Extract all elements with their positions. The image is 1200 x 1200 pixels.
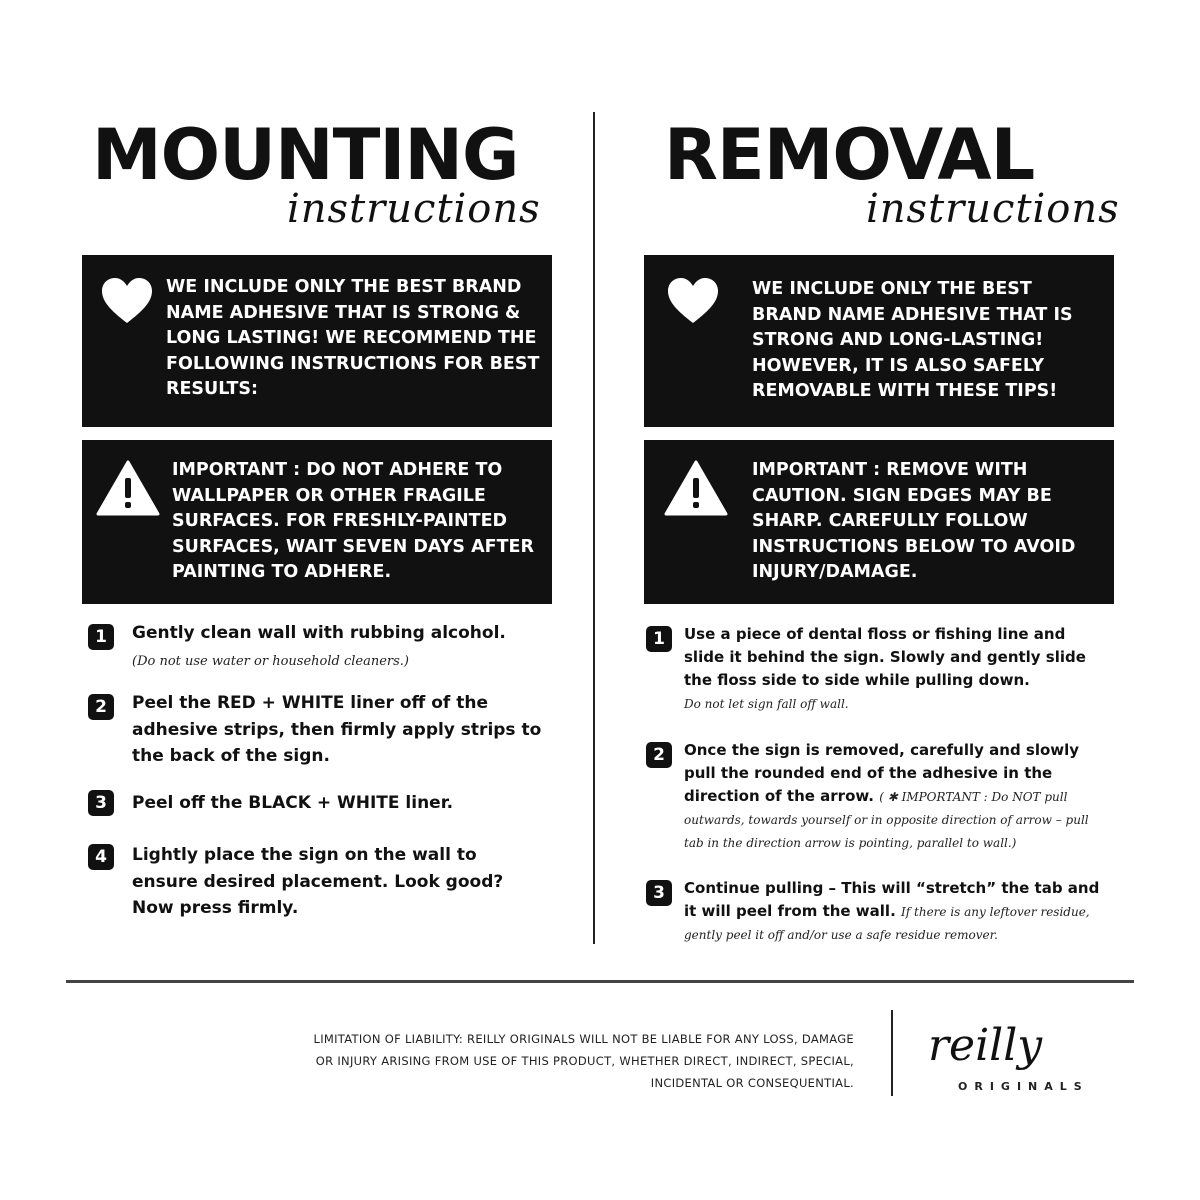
mounting-intro-text: WE INCLUDE ONLY THE BEST BRAND NAME ADHESIVE THAT IS STRONG & LONG LASTING! WE RECOMMEND THE FOLLOWING INSTRUCTIONS FOR BEST RESULTS:	[166, 277, 540, 399]
step-note: Do not let sign fall off wall.	[684, 697, 849, 711]
step-text: Peel the RED + WHITE liner off of the adhesive strips, then firmly apply strips to the back of the sign.	[132, 693, 542, 766]
mounting-intro-box	[82, 255, 552, 427]
warning-icon	[96, 460, 160, 516]
step-text: Continue pulling – This will “stretch” the tab and it will peel from the wall.	[684, 879, 1100, 920]
footer-divider	[66, 980, 1134, 983]
step-note: (Do not use water or household cleaners.)	[132, 653, 409, 669]
step-note: ( ✱ IMPORTANT : Do NOT pull outwards, towards yourself or in opposite direction of arrow – pull tab in the direction arrow is pointing, parallel to wall.)	[684, 790, 1089, 850]
step-number-badge: 3	[646, 880, 672, 906]
brand-logo-subtext: ORIGINALS	[958, 1080, 1089, 1093]
removal-subtitle: instructions	[866, 186, 1120, 232]
step-number-badge: 2	[88, 694, 114, 720]
step-text: Gently clean wall with rubbing alcohol.	[132, 623, 506, 643]
step-number-badge: 1	[646, 626, 672, 652]
step-number-badge: 4	[88, 844, 114, 870]
column-divider	[593, 112, 595, 944]
mounting-subtitle: instructions	[287, 186, 541, 232]
removal-title: REMOVAL	[664, 114, 1035, 196]
step-note: If there is any leftover residue, gently peel it off and/or use a safe residue remover.	[684, 905, 1090, 942]
heart-icon	[666, 277, 720, 325]
liability-disclaimer: LIMITATION OF LIABILITY: REILLY ORIGINALS WILL NOT BE LIABLE FOR ANY LOSS, DAMAGE OR INJURY ARISING FROM USE OF THIS PRODUCT, WHETHER DIRECT, INDIRECT, SPECIAL, INCIDENTAL OR CONSEQUENTIAL.	[313, 1032, 854, 1090]
step-text: Use a piece of dental floss or fishing line and slide it behind the sign. Slowly and gently slide the floss side to side while pulling down.	[684, 625, 1086, 689]
step-text: Peel off the BLACK + WHITE liner.	[132, 793, 454, 813]
footer-logo-divider	[891, 1010, 893, 1096]
heart-icon	[100, 277, 154, 325]
step-number-badge: 1	[88, 624, 114, 650]
step-text: Lightly place the sign on the wall to ensure desired placement. Look good? Now press firmly.	[132, 845, 504, 918]
step-number-badge: 2	[646, 742, 672, 768]
mounting-title: MOUNTING	[92, 114, 519, 196]
warning-icon	[664, 460, 728, 516]
removal-warning-text: IMPORTANT : REMOVE WITH CAUTION. SIGN EDGES MAY BE SHARP. CAREFULLY FOLLOW INSTRUCTIONS BELOW TO AVOID INJURY/DAMAGE.	[752, 460, 1076, 582]
removal-intro-text: WE INCLUDE ONLY THE BEST BRAND NAME ADHESIVE THAT IS STRONG AND LONG-LASTING! HOWEVER, IT IS ALSO SAFELY REMOVABLE WITH THESE TIPS!	[752, 279, 1073, 401]
brand-logo-script: reilly	[928, 1020, 1043, 1071]
mounting-warning-text: IMPORTANT : DO NOT ADHERE TO WALLPAPER OR OTHER FRAGILE SURFACES. FOR FRESHLY-PAINTED SURFACES, WAIT SEVEN DAYS AFTER PAINTING TO ADHERE.	[172, 460, 534, 582]
removal-warning-box	[644, 440, 1114, 604]
removal-intro-box	[644, 255, 1114, 427]
step-number-badge: 3	[88, 790, 114, 816]
mounting-warning-box	[82, 440, 552, 604]
step-text: Once the sign is removed, carefully and slowly pull the rounded end of the adhesive in the direction of the arrow.	[684, 741, 1080, 805]
